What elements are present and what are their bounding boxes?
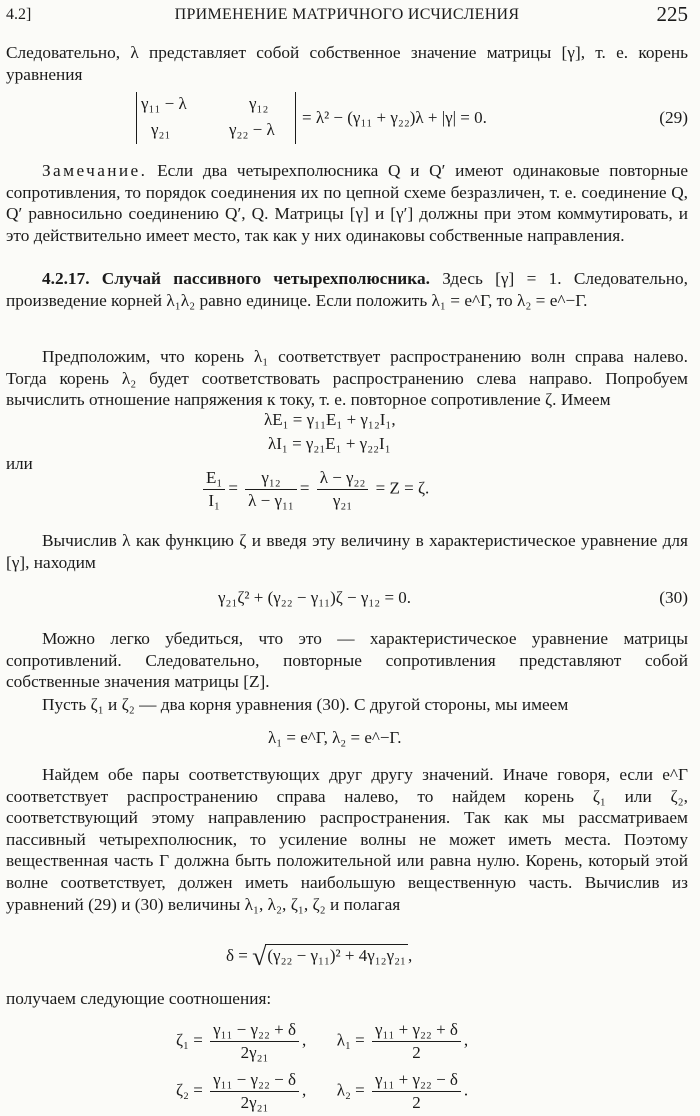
page-number: 225 <box>656 2 688 26</box>
paragraph-impedance-matrix: Можно легко убедиться, что это — характеристическое уравнение матрицы сопротивлений. Следовательно, повторные сопротивления представляют собой собственные значения матрицы [Z]. <box>6 629 688 692</box>
paragraph-relations: получаем следующие соотношения: <box>6 989 272 1008</box>
section-4-2-17-text: Здесь [γ] = 1. Следовательно, произведение корней λ₁λ₂ равно единице. Если положить λ₁ = e^Γ, то λ₂ = e^−Γ. <box>6 269 688 310</box>
running-header <box>6 4 688 30</box>
paragraph-characteristic: Вычислив λ как функцию ζ и введя эту величину в характеристическое уравнение для [γ], находим <box>6 531 688 572</box>
equation-delta <box>226 942 412 972</box>
remark-label: Замечание. <box>42 161 148 180</box>
equation-29-rhs: = λ² − (γ₁₁ + γ₂₂)λ + |γ| = 0. <box>302 108 487 127</box>
paragraph-remark <box>6 160 688 246</box>
det-a12: γ₁₂ <box>249 94 269 113</box>
det-a11: γ₁₁ − λ <box>141 94 187 113</box>
paragraph-passive-argument: Найдем обе пары соответствующих друг другу значений. Иначе говоря, если e^Γ соответствует распространению справа налево, то найдем корень ζ₁ или ζ₂, соответствующий этому направлению распространения. Так как мы рассматриваем пассивный четырехполюсник, то усиление волны не может иметь места. Поэтому вещественная часть Γ должна быть положительной или равна нулю. Корень, который этой волне соответствует, должен иметь наибольшую вещественную часть. Вычислив из уравнений (29) и (30) величины λ₁, λ₂, ζ₁, ζ₂ и полагая <box>6 765 688 914</box>
zeta2-lhs: ζ₂ = <box>176 1080 203 1100</box>
fraction-zeta1: $\frac{\text{γ₁₁ − γ₂₂ + δ}}{\text{2γ₂₁}}$ <box>210 1020 299 1063</box>
determinant <box>136 92 296 144</box>
equation-30: γ₂₁ζ² + (γ₂₂ − γ₁₁)ζ − γ₁₂ = 0. <box>218 588 412 607</box>
equation-roots-line-2: ζ₂ = $\frac{\text{γ₁₁ − γ₂₂ − δ}}{\text{2γ₂₁}}$ , λ₂ = $\frac{\text{γ₁₁ + γ₂₂ − δ}}{2}$ . <box>176 1070 469 1112</box>
equation-lambdas: λ₁ = e^Γ, λ₂ = e^−Γ. <box>268 728 402 747</box>
conjunction-or: или <box>6 454 33 473</box>
fraction-zeta2: $\frac{\text{γ₁₁ − γ₂₂ − δ}}{\text{2γ₂₁}}$ <box>210 1070 299 1113</box>
fraction-gamma21: $\frac{\text{λ − γ₂₂}}{\text{γ₂₁}}$ <box>317 468 369 511</box>
paragraph-eigenvalue: Следовательно, λ представляет собой собственное значение матрицы [γ], т. е. корень уравнения <box>6 43 688 84</box>
section-heading-4-2-17: 4.2.17. Случай пассивного четырехполюсника. <box>42 269 430 288</box>
lambda1-lhs: λ₁ = <box>336 1030 365 1050</box>
delta-lhs: δ = <box>226 946 248 965</box>
system-line-2: λI₁ = γ₂₁E₁ + γ₂₂I₁ <box>268 434 391 453</box>
fraction-e-over-i: $\frac{\text{E₁}}{\text{I₁}}$ <box>203 468 225 511</box>
fraction-lambda2: $\frac{\text{γ₁₁ + γ₂₂ − δ}}{2}$ <box>372 1070 461 1113</box>
paragraph-roots: Пусть ζ₁ и ζ₂ — два корня уравнения (30). С другой стороны, мы имеем <box>42 695 569 714</box>
equation-ratio: $\frac{\text{E₁}}{\text{I₁}}$ = $\frac{\text{γ₁₂}}{\text{λ − γ₁₁}}$ = $\frac{\text{λ − γ₂₂}}{\text{γ₂₁}}$ = Z = ζ. <box>200 468 429 511</box>
det-a22: γ₂₂ − λ <box>229 120 275 139</box>
lambda2-lhs: λ₂ = <box>336 1080 365 1100</box>
square-root-icon: √ <box>252 942 267 971</box>
remark-text: Если два четырехполюсника Q и Q′ имеют одинаковые повторные сопротивления, то порядок соединения их по цепной схеме безразличен, т. е. соединение Q, Q′ равносильно соединению Q′, Q. Матрицы [γ] и [γ′] должны при этом коммутировать, и это действительно имеет место, так как у них одинаковы собственные направления. <box>6 161 689 245</box>
equation-number-30: (30) <box>659 588 688 607</box>
fraction-gamma12: $\frac{\text{γ₁₂}}{\text{λ − γ₁₁}}$ <box>245 468 297 511</box>
fraction-lambda1: $\frac{\text{γ₁₁ + γ₂₂ + δ}}{2}$ <box>372 1020 461 1063</box>
equation-number-29: (29) <box>659 108 688 127</box>
section-number: 4.2] <box>6 6 32 23</box>
delta-radicand: (γ₂₂ − γ₁₁)² + 4γ₁₂γ₂₁ <box>267 946 406 965</box>
system-line-1: λE₁ = γ₁₁E₁ + γ₁₂I₁, <box>264 410 396 429</box>
ratio-tail: = Z = ζ. <box>375 478 430 498</box>
equation-roots-line-1: ζ₁ = $\frac{\text{γ₁₁ − γ₂₂ + δ}}{\text{2γ₂₁}}$ , λ₁ = $\frac{\text{γ₁₁ + γ₂₂ + δ}}{2}$ , <box>176 1020 469 1062</box>
delta-end: , <box>407 946 413 965</box>
zeta1-lhs: ζ₁ = <box>176 1030 203 1050</box>
det-a21: γ₂₁ <box>151 120 171 139</box>
chapter-title: ПРИМЕНЕНИЕ МАТРИЧНОГО ИСЧИСЛЕНИЯ <box>174 6 520 23</box>
paragraph-passive-quadripole <box>6 268 688 311</box>
paragraph-wave-direction: Предположим, что корень λ₁ соответствует распространению волн справа налево. Тогда корень λ₂ будет соответствовать распространению слева направо. Попробуем вычислить отношение напряжения к току, т. е. повторное сопротивление ζ. Имеем <box>6 347 688 410</box>
